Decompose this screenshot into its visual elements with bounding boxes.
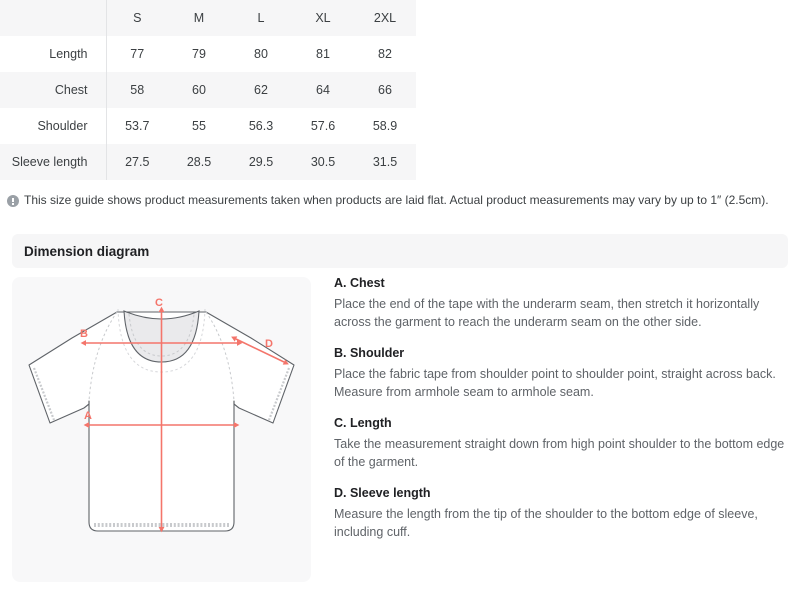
- table-row: [0, 144, 416, 180]
- cell-chest-s: 58: [106, 72, 168, 108]
- info-icon: [7, 195, 19, 207]
- cell-chest-l: 62: [230, 72, 292, 108]
- table-corner-cell: [0, 0, 106, 36]
- cell-length-2xl: 82: [354, 36, 416, 72]
- size-guide-table: [0, 0, 416, 180]
- cell-chest-2xl: 66: [354, 72, 416, 108]
- cell-shoulder-xl: 57.6: [292, 108, 354, 144]
- cell-length-l: 80: [230, 36, 292, 72]
- row-header-length: Length: [0, 36, 106, 72]
- table-row: [0, 108, 416, 144]
- cell-sleeve-xl: 30.5: [292, 144, 354, 180]
- instruction-heading-shoulder: B. Shoulder: [334, 346, 405, 360]
- measurement-instructions: [334, 276, 790, 541]
- column-header-s: S: [106, 0, 168, 36]
- cell-sleeve-s: 27.5: [106, 144, 168, 180]
- diagram-label-c: C: [155, 297, 163, 309]
- cell-chest-xl: 64: [292, 72, 354, 108]
- row-header-chest: Chest: [0, 72, 106, 108]
- table-header-row: [0, 0, 416, 36]
- cell-shoulder-m: 55: [168, 108, 230, 144]
- size-guide-note: [7, 193, 793, 208]
- dimension-diagram-section-bar: [12, 234, 788, 268]
- cell-length-m: 79: [168, 36, 230, 72]
- cell-chest-m: 60: [168, 72, 230, 108]
- column-header-m: M: [168, 0, 230, 36]
- instruction-body-sleeve-length: Measure the length from the tip of the shoulder to the bottom edge of sleeve, including cuff.: [334, 507, 758, 539]
- diagram-label-a: A: [84, 410, 92, 422]
- cell-sleeve-m: 28.5: [168, 144, 230, 180]
- cell-shoulder-l: 56.3: [230, 108, 292, 144]
- size-guide-note-text: This size guide shows product measurements taken when products are laid flat. Actual product measurements may vary by up to 1″ (2.5cm).: [24, 193, 769, 207]
- instruction-heading-length: C. Length: [334, 416, 392, 430]
- column-header-xl: XL: [292, 0, 354, 36]
- instruction-body-length: Take the measurement straight down from high point shoulder to the bottom edge of the garment.: [334, 437, 785, 469]
- cell-shoulder-2xl: 58.9: [354, 108, 416, 144]
- dimension-diagram-panel: [12, 277, 311, 582]
- diagram-label-b: B: [80, 328, 88, 340]
- diagram-label-d: D: [265, 338, 273, 350]
- cell-shoulder-s: 53.7: [106, 108, 168, 144]
- table-row: [0, 72, 416, 108]
- instruction-body-chest: Place the end of the tape with the underarm seam, then stretch it horizontally across the garment to reach the underarm seam on the other side.: [334, 297, 760, 329]
- column-header-2xl: 2XL: [354, 0, 416, 36]
- column-header-l: L: [230, 0, 292, 36]
- section-title: Dimension diagram: [24, 243, 150, 259]
- table-row: [0, 36, 416, 72]
- cell-sleeve-l: 29.5: [230, 144, 292, 180]
- cell-length-s: 77: [106, 36, 168, 72]
- instruction-heading-chest: A. Chest: [334, 276, 385, 290]
- tshirt-diagram: [12, 277, 311, 582]
- cell-sleeve-2xl: 31.5: [354, 144, 416, 180]
- instruction-heading-sleeve-length: D. Sleeve length: [334, 486, 431, 500]
- row-header-sleeve-length: Sleeve length: [0, 144, 106, 180]
- cell-length-xl: 81: [292, 36, 354, 72]
- row-header-shoulder: Shoulder: [0, 108, 106, 144]
- instruction-body-shoulder: Place the fabric tape from shoulder point to shoulder point, straight across back. Measure from armhole seam to armhole seam.: [334, 367, 776, 399]
